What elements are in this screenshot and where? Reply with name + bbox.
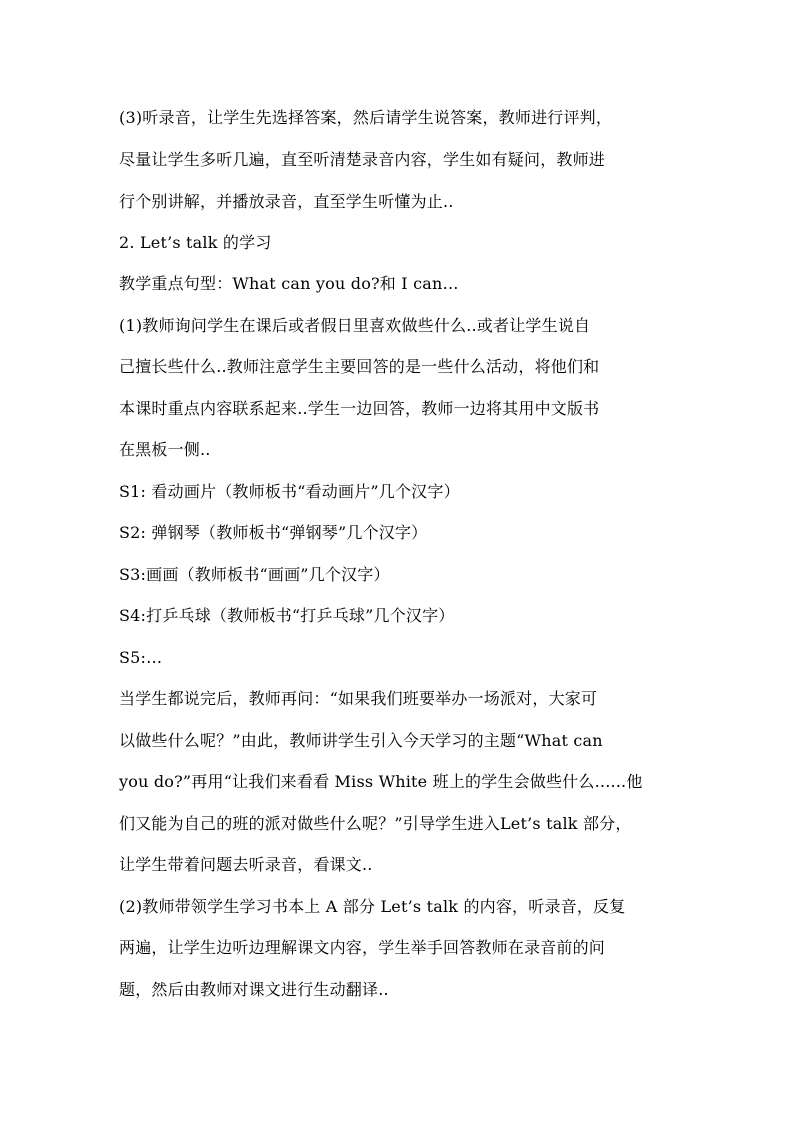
text-line: 本课时重点内容联系起来..学生一边回答，教师一边将其用中文版书	[119, 399, 600, 418]
text-line: 己擅长些什么..教师注意学生主要回答的是一些什么活动，将他们和	[119, 357, 600, 376]
text-line: 们又能为自己的班的派对做些什么呢？”引导学生进入Let’s talk 部分，	[119, 814, 632, 833]
text-line: 行个别讲解，并播放录音，直至学生听懂为止..	[119, 192, 454, 211]
dialogue-line: S2: 弹钢琴（教师板书“弹钢琴”几个汉字）	[119, 523, 428, 542]
text-line: (3)听录音，让学生先选择答案，然后请学生说答案，教师进行评判，	[119, 108, 613, 127]
text-line: (1)教师询问学生在课后或者假日里喜欢做些什么..或者让学生说自	[119, 316, 591, 335]
text-line: you do?”再用“让我们来看看 Miss White 班上的学生会做些什么......他	[119, 772, 643, 791]
text-line: 以做些什么呢？”由此，教师讲学生引入今天学习的主题“What can	[119, 731, 603, 750]
dialogue-line: S1: 看动画片（教师板书“看动画片”几个汉字）	[119, 482, 460, 501]
text-line: 题，然后由教师对课文进行生动翻译..	[119, 980, 389, 999]
dialogue-line: S3:画画（教师板书“画画”几个汉字）	[119, 565, 390, 584]
text-line: 尽量让学生多听几遍，直至听清楚录音内容，学生如有疑问，教师进	[119, 150, 606, 169]
text-line: 当学生都说完后，教师再问：“如果我们班要举办一场派对，大家可	[119, 689, 598, 708]
text-line: 教学重点句型：What can you do?和 I can…	[119, 274, 459, 293]
text-line: 让学生带着问题去听录音，看课文..	[119, 855, 373, 874]
text-line: (2)教师带领学生学习书本上 A 部分 Let’s talk 的内容，听录音，反复	[119, 897, 626, 916]
section-heading: 2. Let’s talk 的学习	[119, 233, 272, 252]
dialogue-line: S5:…	[119, 648, 163, 667]
text-line: 两遍，让学生边听边理解课文内容，学生举手回答教师在录音前的问	[119, 938, 606, 957]
dialogue-line: S4:打乒乓球（教师板书“打乒乓球”几个汉字）	[119, 606, 455, 625]
text-line: 在黑板一侧..	[119, 440, 211, 459]
